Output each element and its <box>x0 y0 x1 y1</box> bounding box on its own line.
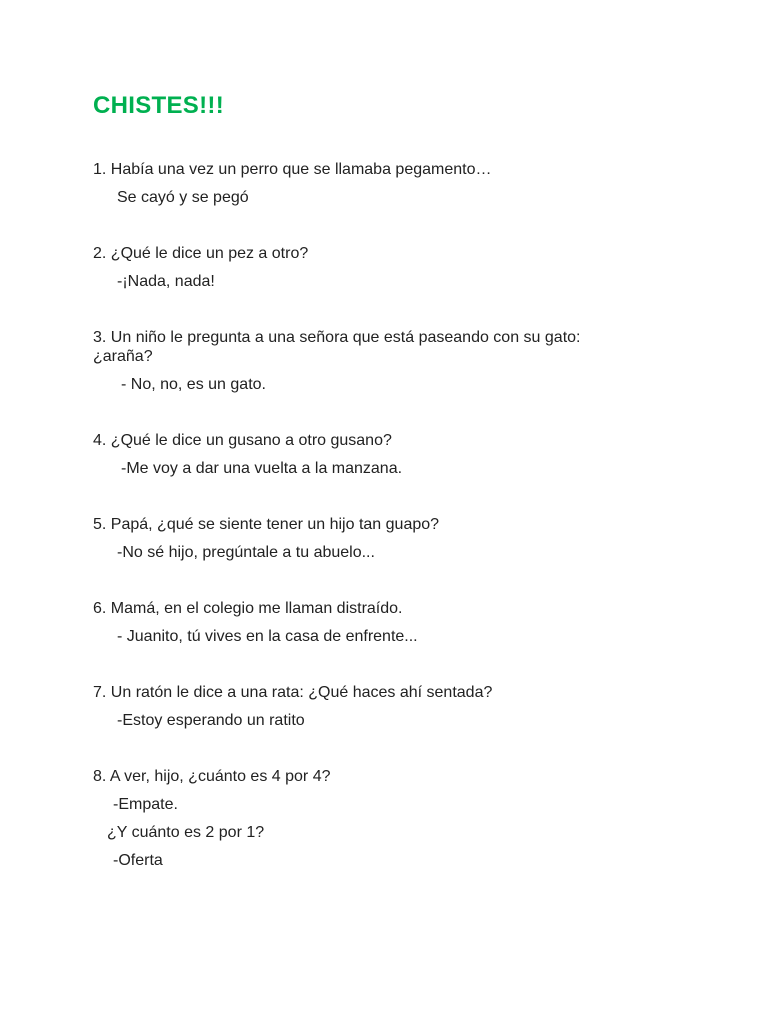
joke-8-answer-2: -Oferta <box>113 852 163 869</box>
joke-4-answer: -Me voy a dar una vuelta a la manzana. <box>121 460 403 477</box>
joke-8-question: 8. A ver, hijo, ¿cuánto es 4 por 4? <box>93 768 331 785</box>
joke-6-question: 6. Mamá, en el colegio me llaman distraído. <box>93 600 403 617</box>
joke-2-answer: -¡Nada, nada! <box>117 273 215 290</box>
joke-7-question: 7. Un ratón le dice a una rata: ¿Qué haces ahí sentada? <box>93 684 493 701</box>
joke-2-question: 2. ¿Qué le dice un pez a otro? <box>93 245 309 262</box>
joke-3-question: 3. Un niño le pregunta a una señora que está paseando con su gato: <box>93 329 581 346</box>
joke-6-answer: - Juanito, tú vives en la casa de enfrente... <box>117 628 418 645</box>
joke-1-answer: Se cayó y se pegó <box>117 189 249 206</box>
joke-8-answer: -Empate. <box>113 796 178 813</box>
joke-8-question-2: ¿Y cuánto es 2 por 1? <box>107 824 265 841</box>
joke-3-answer: - No, no, es un gato. <box>121 376 266 393</box>
joke-7-answer: -Estoy esperando un ratito <box>117 712 305 729</box>
page-title: CHISTES!!! <box>93 92 224 119</box>
joke-5-answer: -No sé hijo, pregúntale a tu abuelo... <box>117 544 375 561</box>
joke-3-question-continued: ¿araña? <box>93 348 153 365</box>
joke-1-question: 1. Había una vez un perro que se llamaba pegamento… <box>93 161 492 178</box>
joke-5-question: 5. Papá, ¿qué se siente tener un hijo tan guapo? <box>93 516 440 533</box>
joke-4-question: 4. ¿Qué le dice un gusano a otro gusano? <box>93 432 392 449</box>
